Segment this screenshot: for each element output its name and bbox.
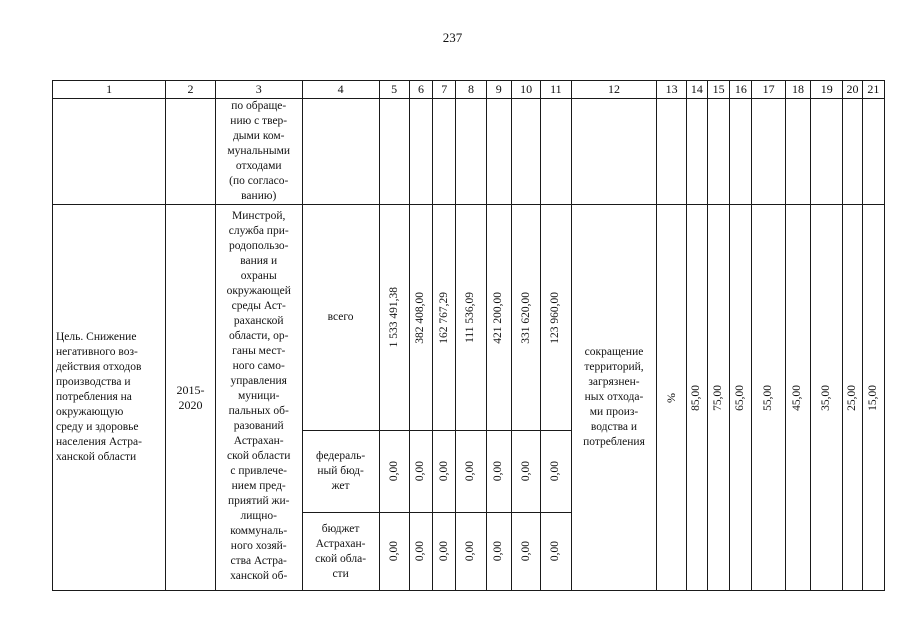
- indicator-value: 45,00: [791, 384, 804, 411]
- funding-value: 0,00: [414, 461, 427, 482]
- continued-executor-text: по обраще- нию с твер- дыми ком- мунальными отходами (по согласо- ванию): [227, 100, 291, 202]
- header-cell: 18: [785, 81, 810, 99]
- funding-value-cell: [541, 513, 571, 591]
- funding-value-cell: [456, 205, 486, 431]
- funding-value: 421 200,00: [492, 291, 505, 344]
- funding-value: 0,00: [387, 461, 400, 482]
- funding-row-total: [53, 205, 885, 431]
- funding-value: 331 620,00: [519, 291, 532, 344]
- header-cell: 19: [811, 81, 843, 99]
- funding-source-cell: [302, 431, 379, 513]
- indicator-value-cell: [843, 205, 862, 591]
- header-cell: 8: [456, 81, 486, 99]
- funding-value: 0,00: [437, 541, 450, 562]
- funding-value: 0,00: [519, 461, 532, 482]
- funding-value: 0,00: [492, 541, 505, 562]
- goal-text: Цель. Снижение негативного воз- действия отходов производства и потребления на окружающую среду и здоровье населения Астра- ханской области: [56, 331, 142, 463]
- unit-cell: [657, 205, 686, 591]
- page-number: 237: [442, 30, 463, 45]
- indicator-value-cell: [686, 205, 707, 591]
- funding-value: 0,00: [492, 461, 505, 482]
- funding-value-cell: [433, 205, 456, 431]
- funding-source-cell: [302, 513, 379, 591]
- header-cell: 12: [571, 81, 657, 99]
- continued-executor-cell: [215, 99, 302, 205]
- funding-value: 0,00: [549, 461, 562, 482]
- funding-value-cell: [409, 205, 432, 431]
- funding-value-cell: [486, 205, 511, 431]
- indicator-value: 55,00: [762, 384, 775, 411]
- header-cell: 3: [215, 81, 302, 99]
- funding-value: 0,00: [519, 541, 532, 562]
- funding-value: 382 408,00: [414, 291, 427, 344]
- funding-source-label: всего: [327, 311, 354, 323]
- period-cell: [166, 205, 216, 591]
- header-cell: 20: [843, 81, 862, 99]
- indicator-value-cell: [707, 205, 729, 591]
- header-cell: 13: [657, 81, 686, 99]
- indicator-value-cell: [752, 205, 785, 591]
- header-cell: 9: [486, 81, 511, 99]
- funding-source-label: бюджет Астрахан- ской обла- сти: [315, 522, 367, 580]
- funding-value-cell: [433, 513, 456, 591]
- funding-value-cell: [379, 205, 409, 431]
- funding-value-cell: [456, 431, 486, 513]
- funding-value-cell: [409, 431, 432, 513]
- funding-value: 162 767,29: [437, 291, 450, 344]
- program-table: [52, 80, 885, 591]
- indicator-cell: [571, 205, 657, 591]
- funding-value: 0,00: [414, 541, 427, 562]
- funding-value: 0,00: [464, 461, 477, 482]
- period-text: 2015- 2020: [176, 382, 205, 412]
- executor-text: Минстрой, служба при- родопользо- вания и охраны окружающей среды Аст- раханской области, ор- ганы мест- ного само- управления муници- пальных об- разований Астрахан- ской области с привлече- нием пред- приятий жи- лищно- коммуналь- ного хозяй- ства Астра- ханской об-: [226, 210, 291, 582]
- header-cell: 15: [707, 81, 729, 99]
- goal-cell: [53, 205, 166, 591]
- indicator-value: 15,00: [866, 384, 879, 411]
- funding-value: 123 960,00: [549, 291, 562, 344]
- header-cell: 5: [379, 81, 409, 99]
- funding-value: 111 536,09: [464, 292, 477, 343]
- header-cell: 7: [433, 81, 456, 99]
- funding-value: 1 533 491,38: [387, 287, 400, 348]
- funding-value-cell: [486, 431, 511, 513]
- indicator-value: 85,00: [690, 384, 703, 411]
- header-cell: 16: [730, 81, 752, 99]
- funding-value-cell: [541, 431, 571, 513]
- header-cell: 14: [686, 81, 707, 99]
- header-cell: 6: [409, 81, 432, 99]
- funding-source-label: федераль- ный бюд- жет: [316, 450, 366, 492]
- header-cell: 17: [752, 81, 785, 99]
- funding-value: 0,00: [387, 541, 400, 562]
- indicator-value: 35,00: [820, 384, 833, 411]
- funding-value-cell: [511, 431, 540, 513]
- indicator-value-cell: [811, 205, 843, 591]
- funding-value: 0,00: [549, 541, 562, 562]
- funding-value-cell: [433, 431, 456, 513]
- funding-source-cell: [302, 205, 379, 431]
- funding-value: 0,00: [464, 541, 477, 562]
- indicator-value-cell: [730, 205, 752, 591]
- header-cell: 1: [53, 81, 166, 99]
- unit-label: %: [664, 392, 679, 403]
- funding-value-cell: [379, 513, 409, 591]
- indicator-value-cell: [785, 205, 810, 591]
- header-cell: 2: [166, 81, 216, 99]
- funding-value-cell: [511, 513, 540, 591]
- funding-value-cell: [511, 205, 540, 431]
- header-cell: 4: [302, 81, 379, 99]
- funding-value-cell: [456, 513, 486, 591]
- funding-value-cell: [409, 513, 432, 591]
- continuation-row: [53, 99, 885, 205]
- header-cell: 10: [511, 81, 540, 99]
- funding-value-cell: [541, 205, 571, 431]
- indicator-value: 25,00: [846, 384, 859, 411]
- header-cell: 21: [862, 81, 884, 99]
- indicator-text: сокращение территорий, загрязнен- ных отхода- ми произ- водства и потребления: [583, 346, 645, 448]
- indicator-value: 75,00: [712, 384, 725, 411]
- header-cell: 11: [541, 81, 571, 99]
- header-row: [53, 81, 885, 99]
- funding-value-cell: [486, 513, 511, 591]
- indicator-value-cell: [862, 205, 884, 591]
- funding-value: 0,00: [437, 461, 450, 482]
- indicator-value: 65,00: [734, 384, 747, 411]
- funding-value-cell: [379, 431, 409, 513]
- executor-cell: [215, 205, 302, 591]
